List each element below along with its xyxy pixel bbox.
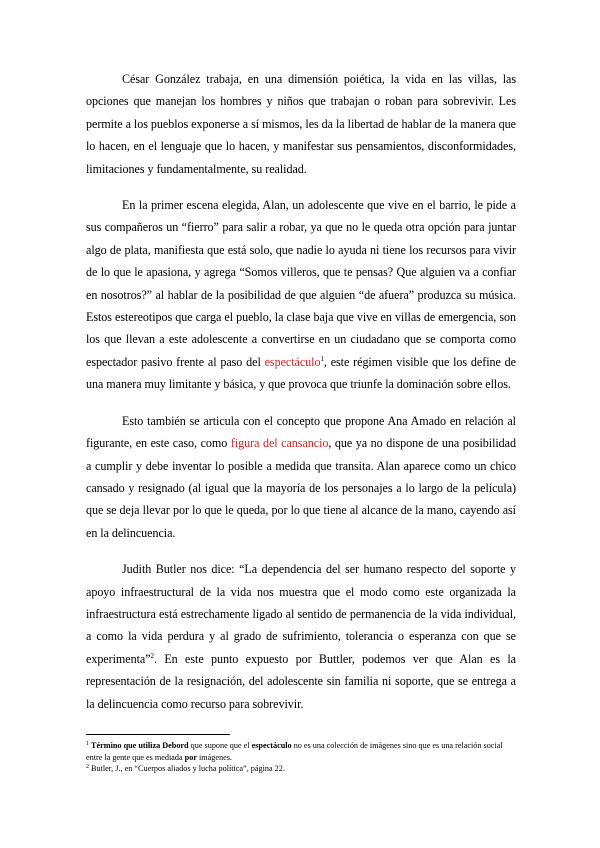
espectaculo-highlight: espectáculo: [264, 354, 321, 369]
footnote-2-number: 2: [86, 764, 89, 770]
footnote-separator: [86, 734, 230, 735]
paragraph-3-text-end: , que ya no dispone de una posibilidad a cumplir y debe inventar lo posible a medida que transita. Alan aparece como un chico cansado y resignado (al igual que la mayoría de los personajes a lo largo de la película) que se deja llevar por lo que le queda, por lo que tiene al alcance de la mano, cayendo así en la delincuencia.: [86, 436, 516, 540]
paragraph-2: [86, 194, 516, 396]
footnote-1-text-3: imágenes.: [196, 752, 232, 762]
body-text: [86, 68, 516, 729]
paragraph-4: [86, 558, 516, 715]
paragraph-4-text-end: . En este punto expuesto por Buttler, podemos ver que Alan es la representación de la resignación, del adolescente sin familia ni soporte, que se entrega a la delincuencia como recurso para sobrevivir.: [86, 651, 516, 711]
footnote-1-number: 1: [86, 741, 89, 747]
footnote-1: [86, 740, 516, 763]
paragraph-3-text-start: Esto también se articula con el concepto que propone Ana Amado en relación al figurante, en este caso, como: [86, 413, 516, 451]
footnote-ref-2[interactable]: 2: [150, 651, 154, 660]
paragraph-2-text-start: En la primer escena elegida, Alan, un adolescente que vive en el barrio, le pide a sus compañeros un “fierro” para salir a robar, ya que no le queda otra opción para juntar algo de plata, manifiesta que está solo, que nadie lo ayuda ni tiene los recursos para vivir de lo que le apasiona, y agrega “Somos villeros, que te pensas? Que alguien va a confiar en nosotros?” al hablar de la posibilidad de que alguien “de afuera” produzca su música. Estos estereotipos que carga el pueblo, la clase baja que vive en villas de emergencia, son los que llevan a este adolescente a convertirse en un ciudadano que se comporta como espectador pasivo frente al paso del: [86, 198, 516, 369]
figura-del-cansancio-highlight: figura del cansancio: [230, 436, 329, 451]
footnote-ref-1[interactable]: 1: [320, 354, 324, 363]
footnote-1-bold-2: espectáculo: [251, 741, 292, 750]
footnote-1-text-1: que supone que el: [188, 741, 252, 750]
footnote-1-text-2: no es una colección de imágenes sino que es una relación social entre la gente que es mediada: [86, 741, 503, 762]
paragraph-1: [86, 68, 516, 180]
footnote-2: [86, 763, 516, 775]
footnote-1-bold-3: por: [184, 752, 197, 762]
paragraph-2-text-end: , este régimen visible que los define de una manera muy limitante y básica, y que provoca que triunfe la dominación sobre ellos.: [86, 354, 516, 392]
footnote-2-text-1: Butler, J., en “Cuerpos aliados y lucha política”: [89, 764, 247, 773]
footnote-1-bold-1: Término que utiliza Debord: [91, 741, 189, 750]
paragraph-3: [86, 410, 516, 544]
footnotes: [86, 740, 516, 775]
paragraph-1-text: César González trabaja, en una dimensión poiética, la vida en las villas, las opciones que manejan los hombres y niños que trabajan o roban para sobrevivir. Les permite a los pueblos exponerse a sí mismos, les da la libertad de hablar de la manera que lo hacen, en el lenguaje que lo hacen, y manifestar sus pensamientos, disconformidades, limitaciones y fundamentalmente, su realidad.: [86, 72, 516, 176]
footnote-2-text-2: , página 22.: [246, 764, 285, 773]
paragraph-4-quote: Judith Butler nos dice: “La dependencia del ser humano respecto del soporte y apoyo infraestructural de la vida nos muestra que el modo como este organizada la infraestructura está estrechamente ligado al sentido de permanencia de la vida individual, a como la vida perdura y al grado de sufrimiento, tolerancia o esperanza con que se experimenta”: [86, 562, 516, 666]
